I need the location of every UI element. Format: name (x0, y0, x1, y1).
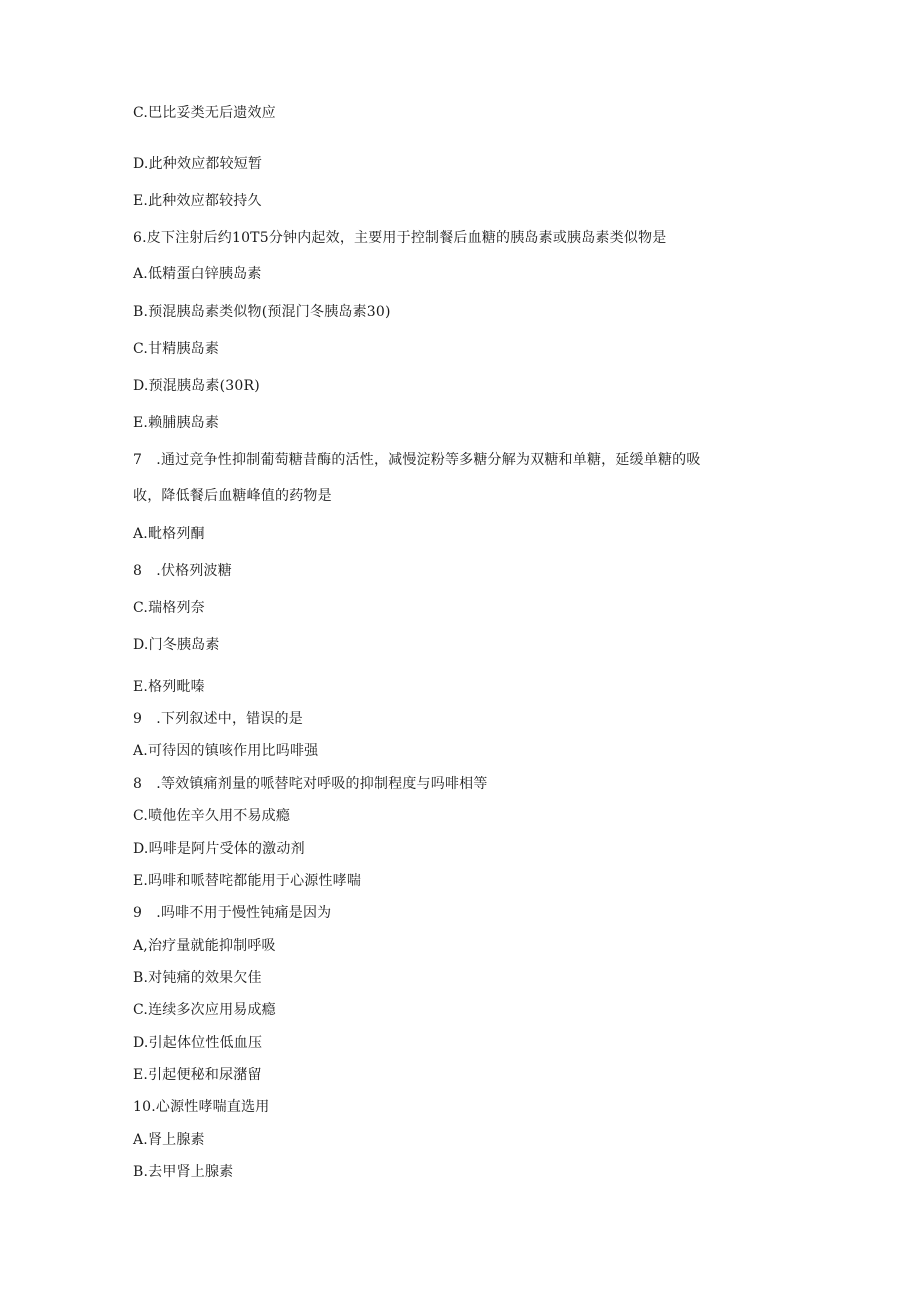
option-line: C.瑞格列奈 (133, 600, 205, 616)
option-line: B.去甲肾上腺素 (133, 1164, 234, 1180)
option-line: A,治疗量就能抑制呼吸 (133, 938, 276, 954)
option-line: E.赖脯胰岛素 (133, 415, 220, 431)
question-line-continued: 收，降低餐后血糖峰值的药物是 (133, 488, 332, 504)
option-line: A.低精蛋白锌胰岛素 (133, 266, 262, 282)
option-line: 8 .等效镇痛剂量的哌替咤对呼吸的抑制程度与吗啡相等 (133, 776, 488, 792)
option-line: A.肾上腺素 (133, 1132, 205, 1148)
option-line: D.此种效应都较短暂 (133, 156, 263, 172)
question-line: 9 .吗啡不用于慢性钝痛是因为 (133, 905, 332, 921)
option-line: D.吗啡是阿片受体的激动剂 (133, 841, 305, 857)
option-line: C.连续多次应用易成瘾 (133, 1002, 276, 1018)
option-line: E.此种效应都较持久 (133, 193, 262, 209)
option-line: C.甘精胰岛素 (133, 341, 220, 357)
option-line: D.预混胰岛素(30R) (133, 378, 260, 394)
option-line: A.可待因的镇咳作用比吗啡强 (133, 743, 319, 759)
option-line: B.对钝痛的效果欠佳 (133, 970, 262, 986)
option-line: B.预混胰岛素类似物(预混门冬胰岛素30) (133, 304, 391, 320)
option-line: D.门冬胰岛素 (133, 637, 220, 653)
option-line: C.巴比妥类无后遗效应 (133, 105, 276, 121)
question-line: 9 .下列叙述中，错误的是 (133, 711, 303, 727)
option-line: D.引起体位性低血压 (133, 1035, 263, 1051)
question-line: 6.皮下注射后约10T5分钟内起效，主要用于控制餐后血糖的胰岛素或胰岛素类似物是 (133, 230, 667, 246)
option-line: 8 .伏格列波糖 (133, 563, 232, 579)
question-line: 10.心源性哮喘直选用 (133, 1099, 270, 1115)
option-line: E.引起便秘和尿潴留 (133, 1067, 262, 1083)
option-line: A.毗格列酮 (133, 526, 205, 542)
option-line: E.吗啡和哌替咤都能用于心源性哮喘 (133, 873, 362, 889)
option-line: C.喷他佐辛久用不易成瘾 (133, 808, 291, 824)
question-line: 7 .通过竞争性抑制葡萄糖昔酶的活性，减慢淀粉等多糖分解为双糖和单糖，延缓单糖的吸 (133, 452, 701, 468)
option-line: E.格列毗嗪 (133, 679, 205, 695)
